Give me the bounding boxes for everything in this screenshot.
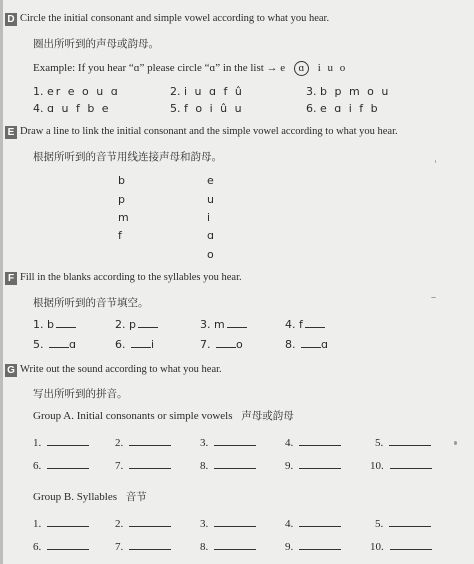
answer-blank[interactable] [301, 347, 321, 348]
section-e-instruction: Draw a line to link the initial consonant and the simple vowel according to what you hear. [20, 126, 398, 137]
g-a-item: 6. [33, 460, 89, 472]
section-d-badge: D [5, 13, 17, 26]
answer-blank[interactable] [390, 549, 432, 550]
page-edge-shadow [0, 0, 3, 564]
answer-blank[interactable] [49, 347, 69, 348]
section-g-instruction: Write out the sound according to what you hear. [20, 364, 222, 375]
g-b-item: 9. [285, 541, 341, 553]
answer-blank[interactable] [56, 327, 76, 328]
f-item-3: 3. m [200, 318, 247, 331]
g-a-item: 2. [115, 437, 171, 449]
d-item-4: 4. ɑ u f b e [33, 102, 111, 115]
e-left-item: b [118, 174, 125, 187]
e-left-item: p [118, 193, 125, 206]
g-a-item: 7. [115, 460, 171, 472]
d-item-3: 3. b p m o u [306, 85, 391, 98]
g-b-item: 2. [115, 518, 171, 530]
f-item-5: 5. ɑ [33, 338, 76, 351]
g-b-item: 10. [370, 541, 432, 553]
e-right-item: u [207, 193, 214, 206]
f-item-4: 4. f [285, 318, 325, 331]
f-item-8: 8. ɑ [285, 338, 328, 351]
g-b-item: 7. [115, 541, 171, 553]
section-e-badge: E [5, 126, 17, 139]
d-item-5: 5. f o i û u [170, 102, 244, 115]
g-a-item: 9. [285, 460, 341, 472]
answer-blank[interactable] [227, 327, 247, 328]
section-g-badge: G [5, 364, 17, 377]
group-b-chinese: 音节 [125, 491, 147, 503]
g-b-item: 3. [200, 518, 256, 530]
e-left-item: m [118, 211, 129, 224]
example-after: i u o [317, 62, 348, 74]
answer-blank[interactable] [47, 445, 89, 446]
e-right-item: i [207, 211, 211, 224]
g-b-item: 5. [375, 518, 431, 530]
e-right-item: e [207, 174, 214, 187]
answer-blank[interactable] [129, 445, 171, 446]
g-a-item: 8. [200, 460, 256, 472]
section-d-chinese: 圈出所听到的声母或韵母。 [33, 38, 159, 50]
example-text: Example: If you hear “ɑ” please circle “ɑ” in the list → e [33, 62, 286, 74]
d-item-1: 1. er e o u ɑ [33, 85, 120, 98]
answer-blank[interactable] [305, 327, 325, 328]
section-f-chinese: 根据所听到的音节填空。 [33, 297, 149, 309]
answer-blank[interactable] [131, 347, 151, 348]
e-right-item: o [207, 248, 214, 261]
d-item-6: 6. e ɑ i f b [306, 102, 380, 115]
answer-blank[interactable] [389, 445, 431, 446]
answer-blank[interactable] [214, 445, 256, 446]
answer-blank[interactable] [216, 347, 236, 348]
answer-blank[interactable] [129, 468, 171, 469]
g-a-item: 4. [285, 437, 341, 449]
g-b-item: 4. [285, 518, 341, 530]
answer-blank[interactable] [47, 549, 89, 550]
g-b-item: 6. [33, 541, 89, 553]
g-b-item: 8. [200, 541, 256, 553]
answer-blank[interactable] [389, 526, 431, 527]
answer-blank[interactable] [214, 526, 256, 527]
answer-blank[interactable] [47, 526, 89, 527]
e-right-item: ɑ [207, 229, 214, 242]
answer-blank[interactable] [138, 327, 158, 328]
answer-blank[interactable] [299, 549, 341, 550]
g-a-item: 3. [200, 437, 256, 449]
group-a-label: Group A. Initial consonants or simple vowels [33, 410, 233, 422]
answer-blank[interactable] [129, 526, 171, 527]
section-d-example [33, 61, 347, 76]
group-a-chinese: 声母或韵母 [241, 410, 294, 422]
section-f-badge: F [5, 272, 17, 285]
g-a-item: 1. [33, 437, 89, 449]
section-f-instruction: Fill in the blanks according to the syllables you hear. [20, 272, 242, 283]
scan-speck [454, 441, 457, 445]
section-d-instruction: Circle the initial consonant and simple vowel according to what you hear. [20, 13, 330, 24]
answer-blank[interactable] [299, 468, 341, 469]
group-b-heading [33, 489, 147, 504]
f-item-1: 1. b [33, 318, 76, 331]
scan-speck [435, 160, 436, 163]
g-a-item: 5. [375, 437, 431, 449]
section-e-chinese: 根据所听到的音节用线连接声母和韵母。 [33, 151, 222, 163]
g-b-item: 1. [33, 518, 89, 530]
answer-blank[interactable] [214, 468, 256, 469]
answer-blank[interactable] [214, 549, 256, 550]
answer-blank[interactable] [299, 526, 341, 527]
f-item-6: 6. i [115, 338, 155, 351]
group-b-label: Group B. Syllables [33, 491, 118, 503]
answer-blank[interactable] [390, 468, 432, 469]
f-item-2: 2. p [115, 318, 158, 331]
answer-blank[interactable] [299, 445, 341, 446]
group-a-heading [33, 408, 294, 423]
example-circled-letter: ɑ [294, 61, 309, 76]
f-item-7: 7. o [200, 338, 243, 351]
answer-blank[interactable] [129, 549, 171, 550]
scan-speck [431, 297, 436, 298]
g-a-item: 10. [370, 460, 432, 472]
e-left-item: f [118, 229, 122, 242]
d-item-2: 2. i u ɑ f û [170, 85, 244, 98]
answer-blank[interactable] [47, 468, 89, 469]
section-g-chinese: 写出所听到的拼音。 [33, 388, 128, 400]
